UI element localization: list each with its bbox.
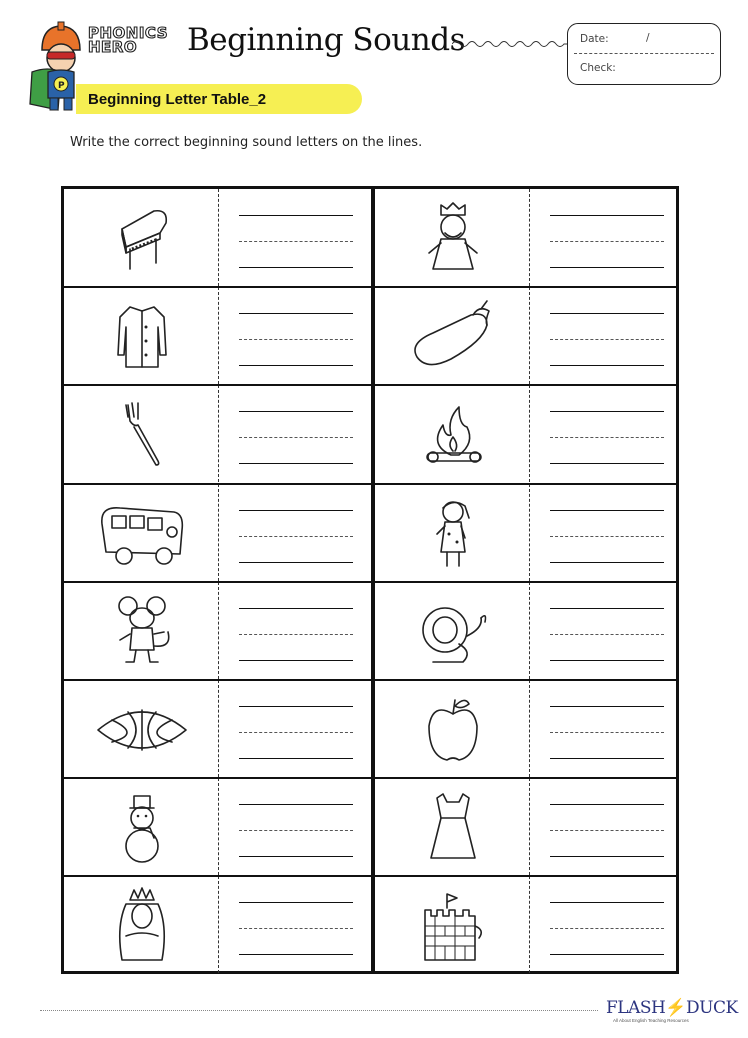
cell-divider [218, 876, 219, 973]
worksheet-cell [375, 582, 682, 679]
writing-line-solid [239, 706, 353, 707]
writing-line-solid [239, 758, 353, 759]
phonics-hero-logo [88, 26, 168, 54]
cell-divider [529, 385, 530, 482]
eggplant-icon [403, 297, 503, 375]
girl-icon [403, 494, 503, 572]
page-title: Beginning Sounds [187, 22, 465, 58]
writing-line-solid [239, 313, 353, 314]
writing-line-solid [239, 267, 353, 268]
writing-line-solid [239, 510, 353, 511]
brand-line-2: HERO [88, 38, 138, 56]
instruction-text: Write the correct beginning sound letters on the lines. [70, 135, 423, 150]
writing-line-solid [239, 660, 353, 661]
writing-line-solid [239, 902, 353, 903]
writing-line-solid [550, 510, 664, 511]
queen-icon [92, 886, 192, 964]
lightning-bolt-icon: ⚡ [665, 998, 687, 1018]
writing-line-guide [550, 339, 664, 340]
writing-line-solid [550, 660, 664, 661]
writing-line-guide [550, 732, 664, 733]
writing-line-solid [239, 804, 353, 805]
brand-line-1: PHONICS [88, 24, 169, 42]
worksheet-cell [375, 287, 682, 384]
fork-icon [92, 395, 192, 473]
cell-divider [218, 778, 219, 875]
writing-line-solid [550, 215, 664, 216]
cell-divider [529, 189, 530, 286]
lion-icon [403, 592, 503, 670]
logo-duck-text: DUCK [686, 998, 738, 1018]
writing-line-solid [550, 902, 664, 903]
writing-line-solid [239, 365, 353, 366]
writing-line-guide [239, 241, 353, 242]
cell-divider [218, 287, 219, 384]
worksheet-cell [375, 385, 682, 482]
writing-line-solid [550, 267, 664, 268]
footer-divider [40, 1010, 598, 1011]
logo-flash-text: FLASH [606, 998, 666, 1018]
writing-line-solid [239, 856, 353, 857]
worksheet-cell [64, 484, 371, 581]
subtitle: Beginning Letter Table_2 [88, 91, 267, 108]
writing-line-guide [550, 437, 664, 438]
cell-divider [529, 680, 530, 777]
writing-line-solid [550, 313, 664, 314]
logo-tagline: All About English Teaching Resources [613, 1018, 689, 1023]
watermelon-icon [92, 690, 192, 768]
writing-line-solid [550, 365, 664, 366]
worksheet-cell [64, 876, 371, 973]
writing-line-solid [550, 954, 664, 955]
writing-line-solid [550, 562, 664, 563]
worksheet-cell [64, 680, 371, 777]
worksheet-cell [64, 287, 371, 384]
cell-divider [218, 484, 219, 581]
date-divider [574, 53, 714, 54]
writing-line-guide [239, 437, 353, 438]
writing-line-solid [239, 215, 353, 216]
mouse-icon [92, 592, 192, 670]
writing-line-guide [550, 830, 664, 831]
row-separator [64, 286, 676, 288]
worksheet-cell [375, 778, 682, 875]
writing-line-solid [239, 411, 353, 412]
cell-divider [529, 582, 530, 679]
worksheet-cell [64, 189, 371, 286]
row-separator [64, 581, 676, 583]
dress-icon [403, 788, 503, 866]
writing-line-solid [550, 411, 664, 412]
writing-line-solid [239, 608, 353, 609]
worksheet-cell [64, 582, 371, 679]
snowman-icon [92, 788, 192, 866]
row-separator [64, 679, 676, 681]
apple-icon [403, 690, 503, 768]
writing-line-solid [239, 463, 353, 464]
date-separator: / [646, 32, 650, 44]
flash-duck-logo [606, 998, 738, 1018]
writing-line-guide [550, 241, 664, 242]
row-separator [64, 875, 676, 877]
cell-divider [218, 189, 219, 286]
cell-divider [218, 385, 219, 482]
cell-divider [529, 484, 530, 581]
writing-line-guide [239, 928, 353, 929]
worksheet-table [61, 186, 679, 974]
cell-divider [529, 287, 530, 384]
writing-line-solid [550, 758, 664, 759]
date-label: Date: [580, 33, 609, 45]
worksheet-cell [375, 876, 682, 973]
bus-icon [92, 494, 192, 572]
cell-divider [218, 680, 219, 777]
date-check-box [567, 23, 721, 85]
row-separator [64, 384, 676, 386]
writing-line-guide [550, 928, 664, 929]
writing-line-guide [239, 536, 353, 537]
worksheet-cell [375, 680, 682, 777]
piano-icon [92, 199, 192, 277]
campfire-icon [403, 395, 503, 473]
cell-divider [218, 582, 219, 679]
writing-line-solid [239, 562, 353, 563]
writing-line-guide [239, 634, 353, 635]
worksheet-cell [375, 189, 682, 286]
row-separator [64, 483, 676, 485]
cell-divider [529, 876, 530, 973]
svg-text:P: P [58, 81, 65, 91]
coat-icon [92, 297, 192, 375]
check-label: Check: [580, 62, 616, 74]
writing-line-solid [550, 706, 664, 707]
castle-icon [403, 886, 503, 964]
writing-line-solid [550, 463, 664, 464]
writing-line-guide [239, 830, 353, 831]
squiggle-decoration [452, 38, 568, 50]
cell-divider [529, 778, 530, 875]
writing-line-solid [239, 954, 353, 955]
writing-line-guide [239, 339, 353, 340]
row-separator [64, 777, 676, 779]
worksheet-cell [64, 778, 371, 875]
writing-line-solid [550, 856, 664, 857]
worksheet-cell [375, 484, 682, 581]
worksheet-cell [64, 385, 371, 482]
writing-line-solid [550, 608, 664, 609]
writing-line-guide [550, 536, 664, 537]
writing-line-solid [550, 804, 664, 805]
writing-line-guide [239, 732, 353, 733]
king-icon [403, 199, 503, 277]
writing-line-guide [550, 634, 664, 635]
